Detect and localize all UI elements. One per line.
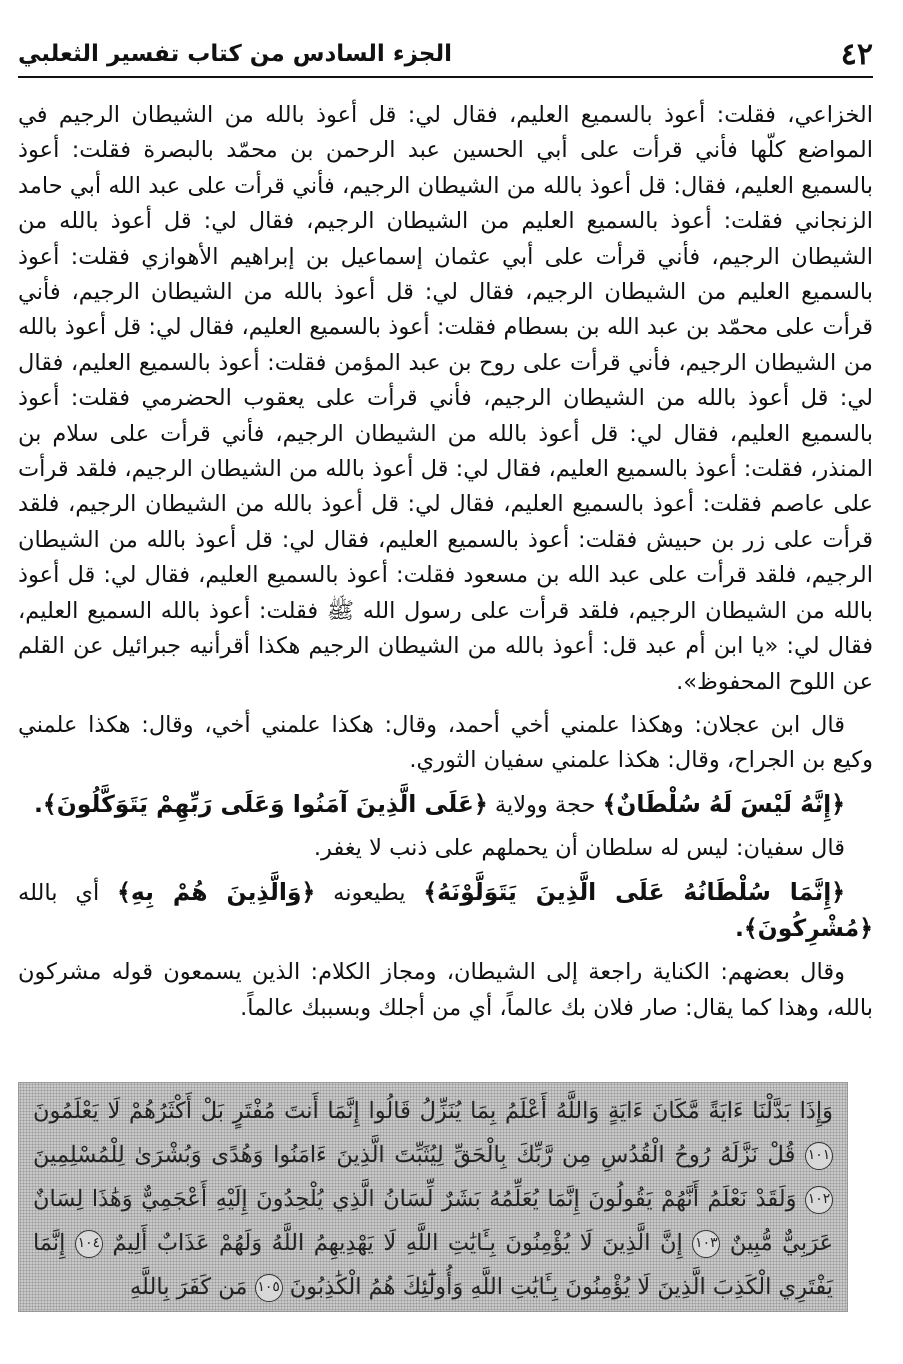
ayah-number-marker: ١٠٣ (692, 1230, 720, 1258)
quran-quote: ﴿مُشْرِكُونَ﴾. (734, 913, 873, 942)
quran-quote: ﴿إِنَّمَا سُلْطَانُهُ عَلَى الَّذِينَ يَتَوَلَّوْنَهُ﴾ (423, 877, 846, 906)
paragraph-verse-99 (18, 787, 873, 823)
quran-verse-text: مَن كَفَرَ بِاللَّهِ (129, 1274, 248, 1300)
ayah-number-marker: ١٠٤ (75, 1230, 103, 1258)
quran-quote: ﴿عَلَى الَّذِينَ آمَنُوا وَعَلَى رَبِّهِمْ يَتَوَكَّلُونَ﴾. (34, 789, 488, 818)
quran-verse-text: إِنَّمَا يَفْتَرِي الْكَذِبَ الَّذِينَ لَا يُؤْمِنُونَ بِـَٔايَٰتِ اللَّهِ وَأُولَٰٓئِكَ هُمُ الْكَٰذِبُونَ (33, 1230, 833, 1300)
ayah-number-marker: ١٠٥ (255, 1274, 283, 1302)
quran-verse-text: وَإِذَا بَدَّلْنَا ءَايَةً مَّكَانَ ءَايَةٍ وَاللَّهُ أَعْلَمُ بِمَا يُنَزِّلُ قَالُوا إِنَّمَا أَنتَ مُفْتَرٍ بَلْ أَكْثَرُهُمْ لَا يَعْلَمُونَ (33, 1098, 833, 1124)
quran-verse-text: قُلْ نَزَّلَهُ رُوحُ الْقُدُسِ مِن رَّبِّكَ بِالْحَقِّ لِيُثَبِّتَ الَّذِينَ ءَامَنُوا وَهُدًى وَبُشْرَىٰ لِلْمُسْلِمِينَ (33, 1142, 796, 1168)
paragraph-ibn-ajlan: قال ابن عجلان: وهكذا علمني أخي أحمد، وقال: هكذا علمني أخي، وقال: هكذا علمني وكيع بن الجراح، وقال: هكذا علمني سفيان الثوري. (18, 711, 873, 774)
commentary-text: يطيعونه (333, 879, 406, 906)
running-title: الجزء السادس من كتاب تفسير الثعلبي (18, 41, 452, 67)
body-text (18, 98, 873, 1026)
paragraph-sufyan: قال سفيان: ليس له سلطان أن يحملهم على ذنب لا يغفر. (313, 835, 845, 862)
page-header (18, 32, 873, 78)
paragraph-verse-100 (18, 875, 873, 948)
ayah-number-marker: ١٠٢ (805, 1186, 833, 1214)
ayah-number-marker: ١٠١ (805, 1142, 833, 1170)
quran-verse-text: وَلَقَدْ نَعْلَمُ أَنَّهُمْ يَقُولُونَ إِنَّمَا يُعَلِّمُهُ بَشَرٌ لِّسَانُ الَّذِي يُلْحِدُونَ إِلَيْهِ أَعْجَمِيٌّ وَهَٰذَا لِسَانٌ عَرَبِيٌّ مُّبِينٌ (33, 1186, 833, 1256)
quran-verse-text: إِنَّ الَّذِينَ لَا يُؤْمِنُونَ بِـَٔايَٰتِ اللَّهِ لَا يَهْدِيهِمُ اللَّهُ وَلَهُمْ عَذَابٌ أَلِيمٌ (112, 1230, 683, 1256)
paragraph-kinaya: وقال بعضهم: الكناية راجعة إلى الشيطان، ومجاز الكلام: الذين يسمعون قوله مشركون بالله، وهذا كما يقال: صار فلان بك عالماً، أي من أجلك وبسببك عالماً. (18, 959, 873, 1021)
quran-quote: ﴿إِنَّهُ لَيْسَ لَهُ سُلْطَانٌ﴾ (602, 789, 845, 818)
paragraph-isnad: الخزاعي، فقلت: أعوذ بالسميع العليم، فقال لي: قل أعوذ بالله من الشيطان الرجيم في المواضع كلّها فأني قرأت على أبي الحسين عبد الرحمن بن محمّد بالبصرة فقلت: أعوذ بالسميع العليم، فقال: قل أعوذ بالله من الشيطان الرجيم، فأني قرأت على عبد الله أبي حامد الزنجاني فقلت: أعوذ بالسميع العليم من الشيطان الرجيم، فقال لي: قل أعوذ بالله من الشيطان الرجيم، فأني قرأت على أبي عثمان إسماعيل بن إبراهيم الأهوازي فقلت: أعوذ بالسميع العليم من الشيطان الرجيم، فقال لي: قل أعوذ بالله من الشيطان الرجيم، فأني قرأت على محمّد بن عبد الله بن بسطام فقلت: أعوذ بالسميع العليم، فقال لي: قل أعوذ بالله من الشيطان الرجيم، فأني قرأت على روح بن عبد المؤمن فقلت: أعوذ بالسميع العليم، فقال لي: قل أعوذ بالله من الشيطان الرجيم، فأني قرأت على يعقوب الحضرمي فقلت: أعوذ بالسميع العليم، فقال لي: قل أعوذ بالله من الشيطان الرجيم، فأني قرأت على سلام بن المنذر، فقلت: أعوذ بالسميع العليم، فقال لي: قل أعوذ بالله من الشيطان الرجيم، فلقد قرأت على عاصم فقلت: أعوذ بالسميع العليم، فقال لي: قل أعوذ بالله من الشيطان الرجيم، فلقد قرأت على زر بن حبيش فقلت: أعوذ بالسميع العليم، فقال لي: قل أعوذ بالله من الشيطان الرجيم، فلقد قرأت على عبد الله بن مسعود فقلت: أعوذ بالسميع العليم، فقال لي: قل أعوذ بالله من الشيطان الرجيم، فلقد قرأت على رسول الله ﷺ فقلت: أعوذ بالله السميع العليم، فقال لي: «يا ابن أم عبد قل: أعوذ بالله من الشيطان الرجيم هكذا أقرأنيه جبرائيل عن القلم عن اللوح المحفوظ». (18, 102, 873, 695)
commentary-text: أي بالله (18, 879, 100, 906)
quran-quote: ﴿وَالَّذِينَ هُمْ بِهِ﴾ (117, 877, 316, 906)
page-number: ٤٢ (840, 36, 873, 72)
commentary-text: حجة وولاية (494, 791, 596, 818)
quran-text-box (18, 1082, 848, 1312)
